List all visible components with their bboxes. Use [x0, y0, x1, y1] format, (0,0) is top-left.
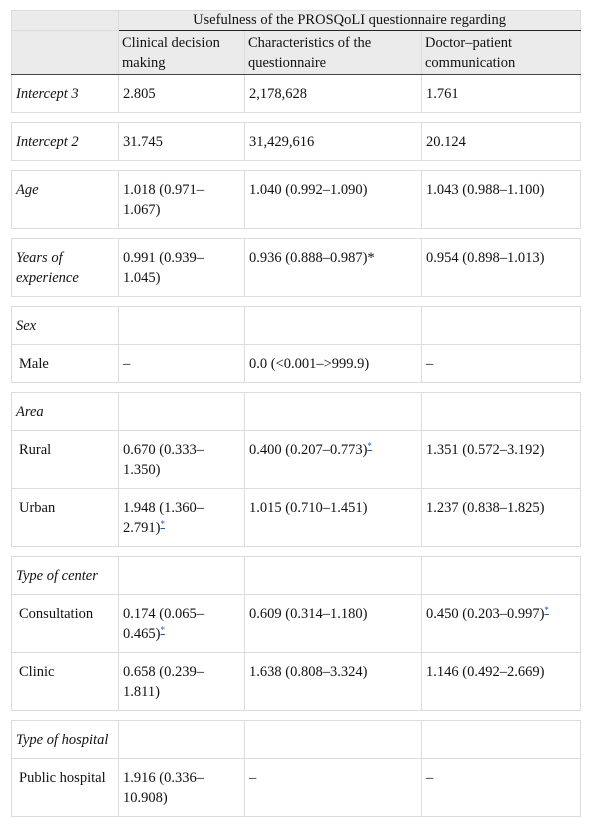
table-row	[12, 75, 581, 113]
table-row	[12, 489, 581, 547]
cell-value: 20.124	[426, 134, 466, 150]
table-row	[12, 653, 581, 711]
spacer-row	[12, 229, 581, 239]
spacer-cell	[119, 229, 245, 239]
row-label: Type of hospital	[12, 721, 119, 759]
table-row	[12, 307, 581, 345]
cell-value: 1.638 (0.808–3.324)	[249, 664, 368, 680]
cell-value: 1.916 (0.336–10.908)	[123, 770, 204, 806]
table-cell	[422, 239, 581, 297]
spacer-cell	[119, 113, 245, 123]
column-header-clinical: Clinical decision making	[119, 31, 245, 75]
table-cell	[119, 345, 245, 383]
row-label: Area	[12, 393, 119, 431]
row-label: Years of experience	[12, 239, 119, 297]
table-cell	[245, 345, 422, 383]
table-row	[12, 345, 581, 383]
spacer-cell	[245, 297, 422, 307]
table-cell	[245, 171, 422, 229]
spacer-row	[12, 547, 581, 557]
spacer-cell	[12, 229, 119, 239]
row-label: Intercept 2	[12, 123, 119, 161]
cell-value: 0.609 (0.314–1.180)	[249, 606, 368, 622]
table-row	[12, 721, 581, 759]
significance-footnote-link[interactable]: *	[367, 441, 372, 451]
table-cell	[245, 653, 422, 711]
cell-value: 0.450 (0.203–0.997)	[426, 606, 545, 622]
spacer-cell	[119, 383, 245, 393]
row-label: Rural	[12, 431, 119, 489]
cell-value: 0.0 (<0.001–>999.9)	[249, 356, 370, 372]
significance-footnote-link[interactable]: *	[160, 625, 165, 635]
table-cell	[245, 239, 422, 297]
table-cell	[422, 557, 581, 595]
spacer-cell	[12, 383, 119, 393]
table-cell	[119, 557, 245, 595]
cell-value: 1.948 (1.360–2.791)	[123, 500, 204, 536]
spacer-cell	[12, 161, 119, 171]
table-row	[12, 123, 581, 161]
cell-value: 2.805	[123, 86, 156, 102]
spacer-cell	[119, 711, 245, 721]
row-label: Type of center	[12, 557, 119, 595]
cell-value: 0.400 (0.207–0.773)	[249, 442, 368, 458]
spacer-row	[12, 383, 581, 393]
table-cell	[422, 345, 581, 383]
cell-value: 31,429,616	[249, 134, 315, 150]
cell-value: 0.670 (0.333–1.350)	[123, 442, 204, 478]
table-row	[12, 239, 581, 297]
table-cell	[119, 123, 245, 161]
table-cell	[422, 123, 581, 161]
table-cell	[422, 393, 581, 431]
table-cell	[119, 489, 245, 547]
spacer-cell	[119, 161, 245, 171]
row-label: Male	[12, 345, 119, 383]
cell-value: 2,178,628	[249, 86, 307, 102]
cell-value: 1.761	[426, 86, 459, 102]
table-cell	[422, 721, 581, 759]
column-header-communication: Doctor–patient communication	[422, 31, 581, 75]
cell-value: –	[249, 770, 257, 786]
table-cell	[119, 75, 245, 113]
table-cell	[245, 307, 422, 345]
spacer-cell	[245, 113, 422, 123]
spacer-row	[12, 161, 581, 171]
table-cell	[245, 595, 422, 653]
table-cell	[119, 653, 245, 711]
spacer-row	[12, 113, 581, 123]
spacer-cell	[422, 297, 581, 307]
table-cell	[119, 171, 245, 229]
cell-value: 0.658 (0.239–1.811)	[123, 664, 204, 700]
row-label: Public hospital	[12, 759, 119, 817]
odds-ratio-table	[11, 10, 581, 817]
row-label: Intercept 3	[12, 75, 119, 113]
table-cell	[245, 393, 422, 431]
table-cell	[245, 721, 422, 759]
cell-value: 1.018 (0.971–1.067)	[123, 182, 204, 218]
table-cell	[422, 595, 581, 653]
spacer-cell	[12, 113, 119, 123]
table-cell	[119, 393, 245, 431]
cell-value: 0.174 (0.065–0.465)	[123, 606, 204, 642]
spacer-cell	[12, 711, 119, 721]
cell-value: 1.146 (0.492–2.669)	[426, 664, 545, 680]
spacer-cell	[422, 229, 581, 239]
table-cell	[119, 239, 245, 297]
cell-value: 1.351 (0.572–3.192)	[426, 442, 545, 458]
cell-value: 0.936 (0.888–0.987)*	[249, 250, 375, 266]
spacer-cell	[245, 229, 422, 239]
table-cell	[422, 759, 581, 817]
spacer-cell	[422, 383, 581, 393]
significance-footnote-link[interactable]: *	[544, 605, 549, 615]
cell-value: 31.745	[123, 134, 163, 150]
cell-value: 0.991 (0.939–1.045)	[123, 250, 204, 286]
header-blank-cell	[12, 11, 119, 31]
cell-value: –	[426, 356, 434, 372]
table-cell	[245, 489, 422, 547]
table-cell	[245, 759, 422, 817]
table-row	[12, 759, 581, 817]
spacer-row	[12, 711, 581, 721]
table-cell	[245, 123, 422, 161]
table-cell	[422, 489, 581, 547]
spacer-cell	[119, 297, 245, 307]
row-label: Age	[12, 171, 119, 229]
table-cell	[422, 307, 581, 345]
table-cell	[422, 431, 581, 489]
table-cell	[422, 75, 581, 113]
table-cell	[245, 557, 422, 595]
cell-value: 0.954 (0.898–1.013)	[426, 250, 545, 266]
cell-value: 1.015 (0.710–1.451)	[249, 500, 368, 516]
column-header-characteristics: Characteristics of the questionnaire	[245, 31, 422, 75]
row-label: Consultation	[12, 595, 119, 653]
spacer-cell	[12, 297, 119, 307]
cell-value: –	[426, 770, 434, 786]
spacer-cell	[119, 547, 245, 557]
spacer-cell	[245, 547, 422, 557]
row-label: Sex	[12, 307, 119, 345]
spacer-cell	[422, 711, 581, 721]
spacer-cell	[245, 161, 422, 171]
spacer-cell	[245, 711, 422, 721]
table-cell	[422, 653, 581, 711]
table-cell	[422, 171, 581, 229]
spacer-cell	[422, 113, 581, 123]
table-row	[12, 595, 581, 653]
table-body	[12, 75, 581, 817]
spacer-cell	[422, 161, 581, 171]
group-header: Usefulness of the PROSQoLI questionnaire regarding	[119, 11, 581, 31]
cell-value: 1.043 (0.988–1.100)	[426, 182, 545, 198]
column-header-row	[12, 31, 581, 75]
row-label: Clinic	[12, 653, 119, 711]
cell-value: –	[123, 356, 131, 372]
table-cell	[119, 595, 245, 653]
spacer-cell	[422, 547, 581, 557]
table-cell	[119, 759, 245, 817]
significance-footnote-link[interactable]: *	[160, 519, 165, 529]
table-cell	[119, 721, 245, 759]
spacer-row	[12, 297, 581, 307]
table-row	[12, 431, 581, 489]
table-row	[12, 557, 581, 595]
group-header-row	[12, 11, 581, 31]
cell-value: 1.040 (0.992–1.090)	[249, 182, 368, 198]
table-cell	[119, 307, 245, 345]
row-label: Urban	[12, 489, 119, 547]
spacer-cell	[245, 383, 422, 393]
table-row	[12, 393, 581, 431]
header-blank-cell	[12, 31, 119, 75]
table-cell	[245, 431, 422, 489]
table-cell	[119, 431, 245, 489]
table-row	[12, 171, 581, 229]
cell-value: 1.237 (0.838–1.825)	[426, 500, 545, 516]
table-cell	[245, 75, 422, 113]
spacer-cell	[12, 547, 119, 557]
